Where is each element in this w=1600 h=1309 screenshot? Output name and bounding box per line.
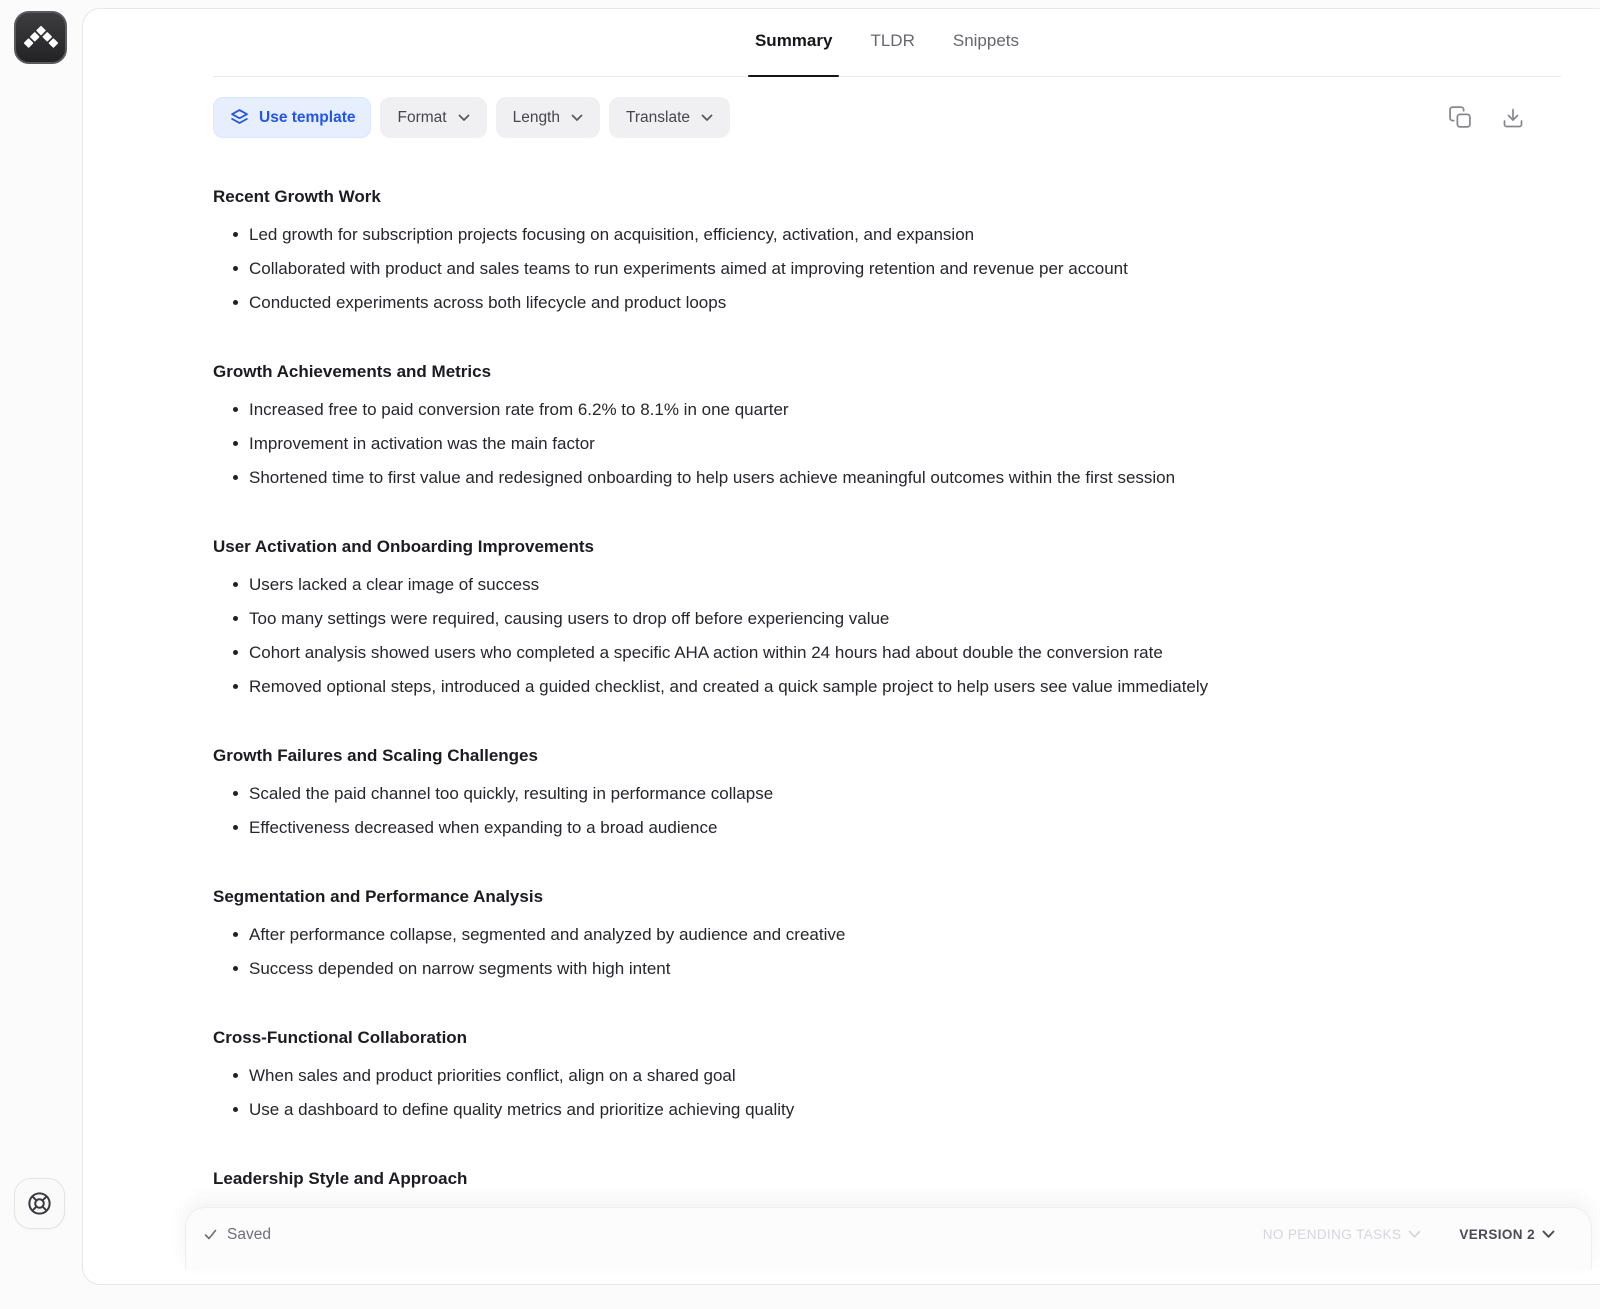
pending-tasks-dropdown[interactable]	[1257, 1226, 1428, 1243]
check-icon	[203, 1227, 218, 1242]
bullet-item: After performance collapse, segmented and analyzed by audience and creative	[213, 924, 1561, 945]
section-heading: User Activation and Onboarding Improvements	[213, 537, 594, 556]
version-dropdown[interactable]	[1453, 1226, 1561, 1243]
bullet-list	[213, 1065, 1561, 1120]
bullet-item: Removed optional steps, introduced a guided checklist, and created a quick sample project to help users see value immediately	[213, 676, 1561, 697]
chevron-down-icon	[458, 114, 470, 122]
summary-section	[213, 886, 1561, 979]
bullet-item: Too many settings were required, causing users to drop off before experiencing value	[213, 608, 1561, 629]
tab-summary[interactable]: Summary	[748, 30, 839, 76]
document-card	[82, 8, 1600, 1285]
toolbar	[213, 97, 1561, 138]
summary-section	[213, 536, 1561, 697]
bullet-item: Shortened time to first value and redesigned onboarding to help users achieve meaningful outcomes within the first session	[213, 467, 1561, 488]
chevron-down-icon	[571, 114, 583, 122]
bullet-item: Increased free to paid conversion rate from 6.2% to 8.1% in one quarter	[213, 399, 1561, 420]
section-heading: Recent Growth Work	[213, 187, 381, 206]
bullet-list	[213, 924, 1561, 979]
summary-section	[213, 186, 1561, 313]
length-label: Length	[512, 108, 560, 126]
bullet-item: Cohort analysis showed users who completed a specific AHA action within 24 hours had about double the conversion rate	[213, 642, 1561, 663]
chevron-down-icon	[1542, 1230, 1555, 1239]
bullet-list	[213, 224, 1561, 313]
format-label: Format	[397, 108, 447, 126]
bullet-item: When sales and product priorities conflict, align on a shared goal	[213, 1065, 1561, 1086]
section-heading: Cross-Functional Collaboration	[213, 1028, 468, 1047]
pending-tasks-label: NO PENDING TASKS	[1262, 1227, 1402, 1242]
save-status	[203, 1226, 271, 1244]
layers-icon	[229, 107, 250, 128]
summary-section	[213, 1027, 1561, 1120]
summary-section	[213, 361, 1561, 488]
section-heading: Segmentation and Performance Analysis	[213, 887, 544, 906]
summary-section	[213, 745, 1561, 838]
translate-dropdown[interactable]	[609, 97, 730, 138]
bullet-item: Conducted experiments across both lifecycle and product loops	[213, 292, 1561, 313]
bullet-item: Improvement in activation was the main factor	[213, 433, 1561, 454]
tab-snippets[interactable]: Snippets	[946, 30, 1026, 76]
summary-document	[213, 186, 1561, 1309]
bullet-list	[213, 783, 1561, 838]
download-button[interactable]	[1501, 106, 1525, 130]
format-dropdown[interactable]	[380, 97, 486, 138]
length-dropdown[interactable]	[496, 97, 600, 138]
diamond-chevron-logo-icon	[22, 24, 60, 52]
section-heading: Leadership Style and Approach	[213, 1169, 468, 1188]
bullet-item: Led growth for subscription projects focusing on acquisition, efficiency, activation, and expansion	[213, 224, 1561, 245]
bullet-list	[213, 574, 1561, 697]
bullet-item: Collaborated with product and sales teams to run experiments aimed at improving retention and revenue per account	[213, 258, 1561, 279]
use-template-button[interactable]	[213, 97, 371, 138]
lifebuoy-icon	[26, 1190, 53, 1217]
bullet-item: Success depended on narrow segments with high intent	[213, 958, 1561, 979]
bullet-list	[213, 399, 1561, 488]
translate-label: Translate	[626, 108, 691, 126]
section-heading: Growth Failures and Scaling Challenges	[213, 746, 538, 765]
copy-icon	[1448, 105, 1473, 130]
bullet-item: Use a dashboard to define quality metrics and prioritize achieving quality	[213, 1099, 1561, 1120]
use-template-label: Use template	[259, 108, 356, 126]
left-rail	[0, 0, 82, 1261]
bullet-item: Effectiveness decreased when expanding to a broad audience	[213, 817, 1561, 838]
status-bar	[185, 1207, 1592, 1269]
section-heading: Growth Achievements and Metrics	[213, 362, 492, 381]
help-button[interactable]	[14, 1178, 65, 1229]
tab-tldr[interactable]: TLDR	[863, 30, 921, 76]
copy-button[interactable]	[1448, 105, 1473, 130]
bullet-item: Users lacked a clear image of success	[213, 574, 1561, 595]
version-label: VERSION 2	[1459, 1227, 1535, 1242]
chevron-down-icon	[1408, 1230, 1421, 1239]
chevron-down-icon	[701, 114, 713, 122]
bullet-item: Scaled the paid channel too quickly, resulting in performance collapse	[213, 783, 1561, 804]
download-icon	[1501, 106, 1525, 130]
summary-section	[213, 1168, 1561, 1189]
app-logo[interactable]	[14, 11, 67, 64]
saved-label: Saved	[227, 1225, 271, 1243]
tab-bar	[213, 9, 1561, 77]
